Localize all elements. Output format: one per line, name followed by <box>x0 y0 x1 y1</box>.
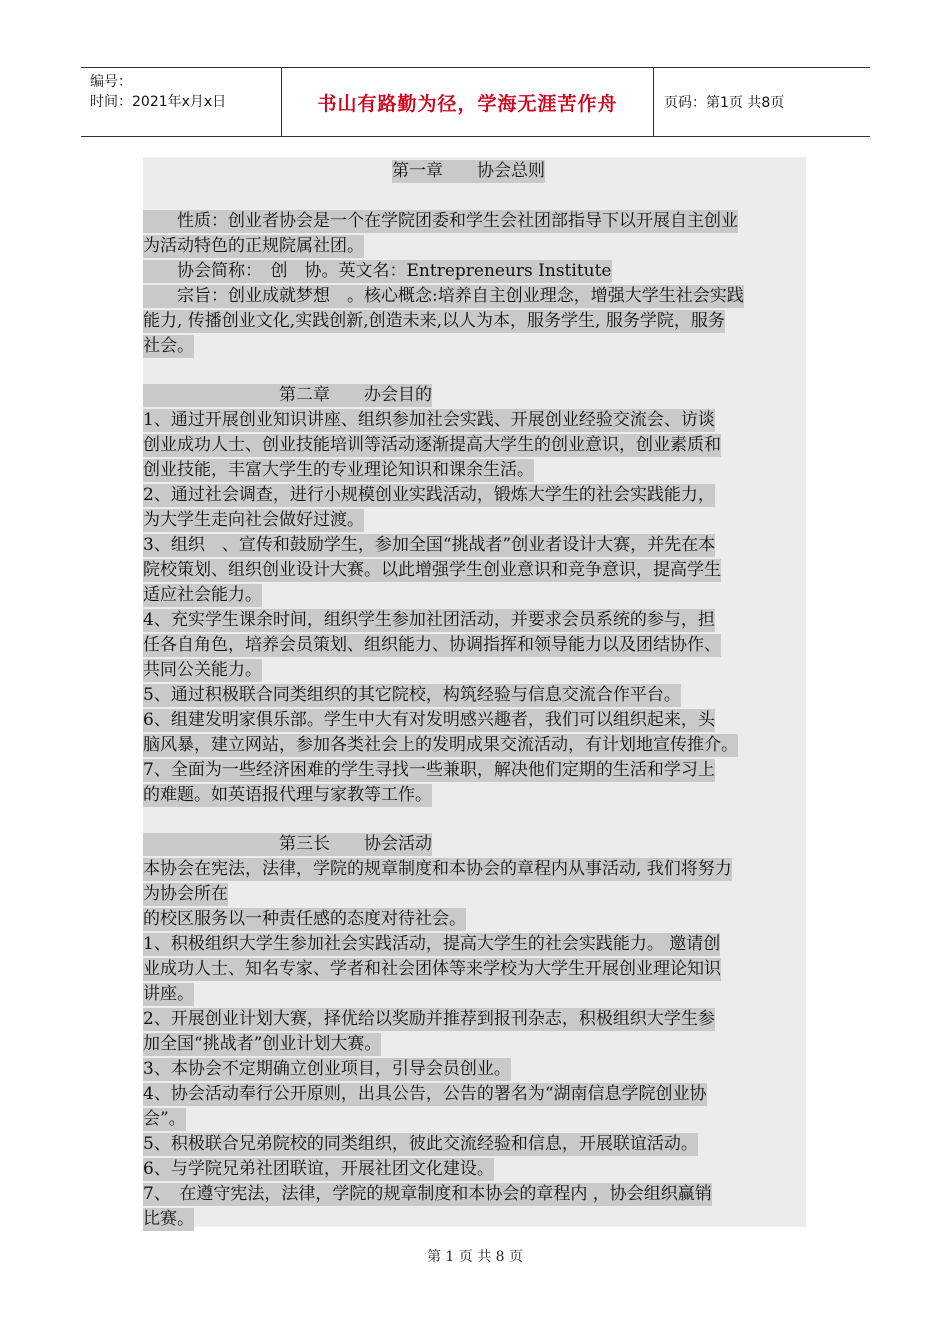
header-motto: 书山有路勤为径，学海无涯苦作舟 <box>317 92 618 115</box>
text-line: 2、通过社会调查，进行小规模创业实践活动，锻炼大学生的社会实践能力， <box>143 485 715 505</box>
text-line: 的难题。如英语报代理与家教等工作。 <box>143 785 432 805</box>
chapter-1-heading: 第一章 协会总则 <box>392 161 545 181</box>
text-line: 为活动特色的正规院属社团。 <box>143 236 364 256</box>
text-line: 的校区服务以一种责任感的态度对待社会。 <box>143 909 466 929</box>
text-line: 业成功人士、知名专家、学者和社会团体等来学校为大学生开展创业理论知识 <box>143 959 721 979</box>
document-number-label: 编号： <box>90 74 132 90</box>
chapter-3-heading: 第三长 协会活动 <box>143 834 432 854</box>
header-page-label: 页码：第1页 共8页 <box>664 95 785 111</box>
text-line: 6、与学院兄弟社团联谊，开展社团文化建设。 <box>143 1159 494 1179</box>
text-line: 为大学生走向社会做好过渡。 <box>143 510 364 530</box>
text-line: 为协会所在 <box>143 884 228 904</box>
text-line: 性质：创业者协会是一个在学院团委和学生会社团部指导下以开展自主创业 <box>143 211 738 231</box>
text-line: 加全国“挑战者”创业计划大赛。 <box>143 1034 382 1054</box>
text-line: 比赛。 <box>143 1209 194 1229</box>
text-line: 会”。 <box>143 1109 186 1129</box>
text-line: 7、全面为一些经济困难的学生寻找一些兼职，解决他们定期的生活和学习上 <box>143 760 715 780</box>
text-line: 能力, 传播创业文化,实践创新,创造未来,以人为本，服务学生, 服务学院，服务 <box>143 311 725 331</box>
text-line: 创业技能，丰富大学生的专业理论知识和课余生活。 <box>143 460 534 480</box>
text-line: 3、本协会不定期确立创业项目，引导会员创业。 <box>143 1059 511 1079</box>
chapter-2-heading: 第二章 办会目的 <box>143 385 432 405</box>
header-meta <box>81 68 281 136</box>
text-line: 宗旨：创业成就梦想 。核心概念:培养自主创业理念，增强大学生社会实践 <box>143 286 744 306</box>
header-page-cell <box>654 68 870 136</box>
document-date-label: 时间：2021年x月x日 <box>90 94 227 110</box>
text-line: 1、积极组织大学生参加社会实践活动，提高大学生的社会实践能力。 邀请创 <box>143 934 721 954</box>
text-line: 院校策划、组织创业设计大赛。以此增强学生创业意识和竞争意识，提高学生 <box>143 560 721 580</box>
text-line: 社会。 <box>143 336 194 356</box>
text-line: 4、协会活动奉行公开原则，出具公告，公告的署名为“湖南信息学院创业协 <box>143 1084 707 1104</box>
text-line: 共同公关能力。 <box>143 660 262 680</box>
page-footer: 第 1 页 共 8 页 <box>426 1249 524 1265</box>
text-line: 适应社会能力。 <box>143 585 262 605</box>
text-line: 创业成功人士、创业技能培训等活动逐渐提高大学生的创业意识，创业素质和 <box>143 435 721 455</box>
text-line: 脑风暴，建立网站，参加各类社会上的发明成果交流活动，有计划地宣传推介。 <box>143 735 738 755</box>
text-line: 1、通过开展创业知识讲座、组织参加社会实践、开展创业经验交流会、访谈 <box>143 410 715 430</box>
text-line: 3、组织 、宣传和鼓励学生，参加全国“挑战者”创业者设计大赛，并先在本 <box>143 535 716 555</box>
text-line: 协会简称： 创 协。英文名：Entrepreneurs Institute <box>143 261 612 281</box>
header-motto-cell <box>281 68 654 136</box>
text-line: 讲座。 <box>143 984 194 1004</box>
page-header <box>81 67 870 137</box>
text-line: 6、组建发明家俱乐部。学生中大有对发明感兴趣者，我们可以组织起来，头 <box>143 710 715 730</box>
text-line: 5、通过积极联合同类组织的其它院校，构筑经验与信息交流合作平台。 <box>143 685 681 705</box>
text-line: 任各自角色，培养会员策划、组织能力、协调指挥和领导能力以及团结协作、 <box>143 635 721 655</box>
text-line: 本协会在宪法，法律，学院的规章制度和本协会的章程内从事活动, 我们将努力 <box>143 859 732 879</box>
text-line: 2、开展创业计划大赛，择优给以奖励并推荐到报刊杂志，积极组织大学生参 <box>143 1009 715 1029</box>
text-line: 7、 在遵守宪法，法律，学院的规章制度和本协会的章程内 ，协会组织赢销 <box>143 1184 712 1204</box>
text-line: 5、积极联合兄弟院校的同类组织，彼此交流经验和信息，开展联谊活动。 <box>143 1134 698 1154</box>
text-line: 4、充实学生课余时间，组织学生参加社团活动，并要求会员系统的参与，担 <box>143 610 715 630</box>
